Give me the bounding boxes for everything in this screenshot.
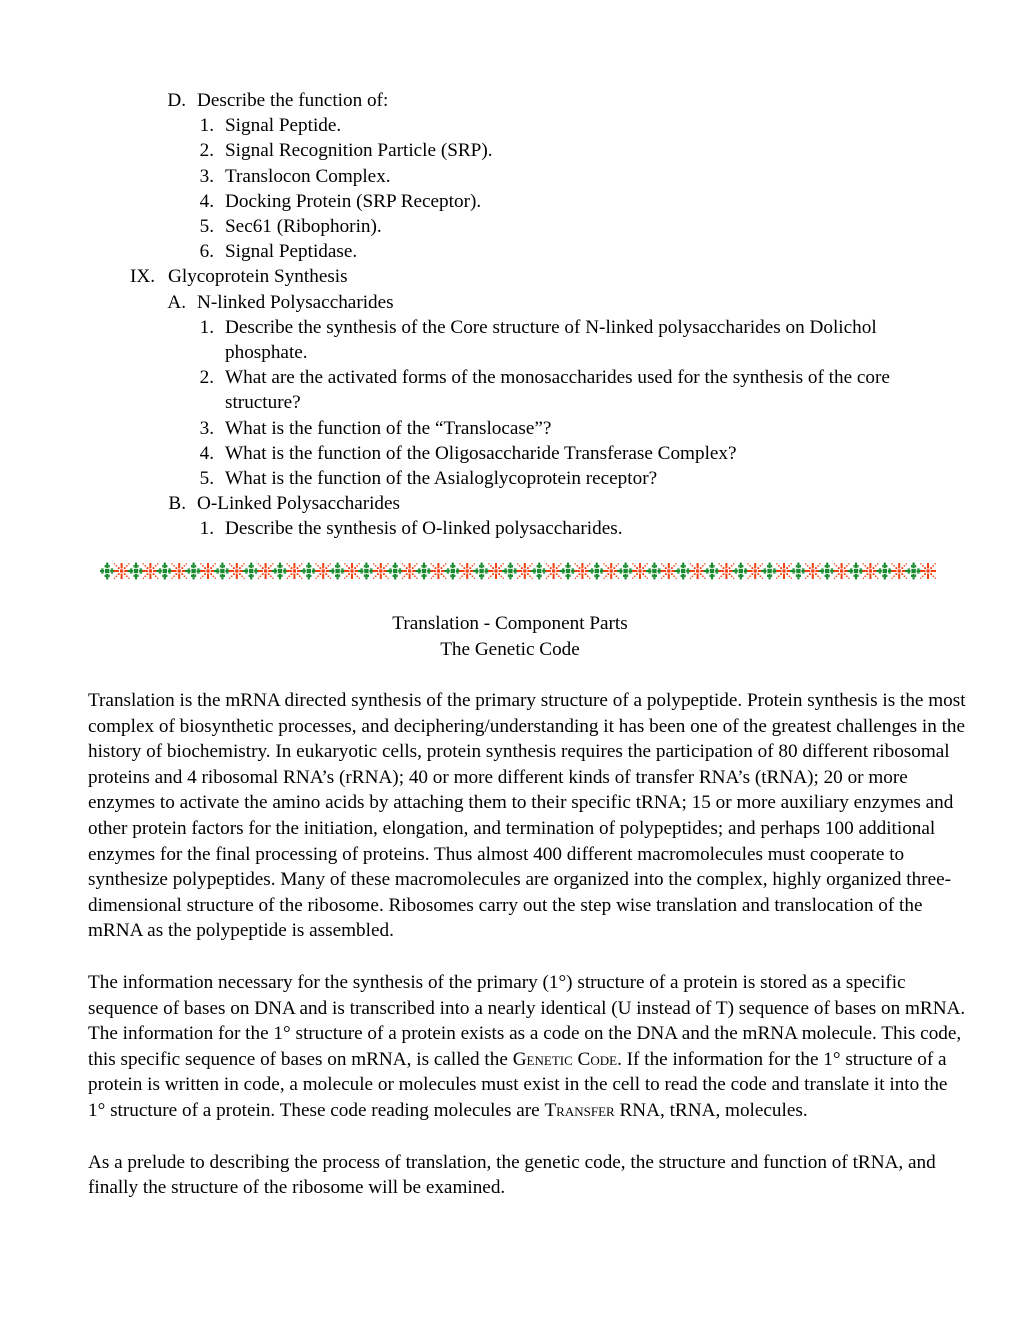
outline-item: [0, 264, 1020, 289]
outline-item: [0, 164, 1020, 189]
paragraph-3: As a prelude to describing the process of translation, the genetic code, the structure and function of tRNA, and finally the structure of the ribosome will be examined.: [88, 1151, 936, 1199]
outline-item-text: What are the activated forms of the monosaccharides used for the synthesis of the core structure?: [225, 367, 890, 414]
outline-item-marker: 3.: [199, 165, 214, 187]
title-line-1: Translation - Component Parts: [392, 613, 628, 634]
outline-list: [0, 88, 1020, 542]
outline-item-marker: IX.: [129, 266, 155, 288]
outline-item-marker: 6.: [199, 241, 214, 263]
outline-item-text: Describe the function of:: [197, 90, 389, 111]
outline-item-marker: 4.: [199, 442, 214, 464]
transfer-smallcaps: Transfer: [544, 1099, 615, 1121]
outline-item-text: Describe the synthesis of the Core structure of N-linked polysaccharides on Dolichol phosphate.: [225, 316, 877, 364]
outline-item: [0, 113, 1020, 138]
paragraph-2: [88, 970, 968, 1124]
genetic-code-smallcaps: Genetic Code: [512, 1048, 618, 1070]
outline-item-marker: 3.: [199, 417, 214, 439]
title-line-2: The Genetic Code: [440, 638, 580, 660]
outline-item-text: What is the function of the Oligosaccharide Transferase Complex?: [225, 442, 737, 464]
outline-item: [0, 315, 1020, 365]
outline-item: [0, 516, 1020, 541]
outline-item-text: Translocon Complex.: [225, 165, 391, 187]
outline-item: [0, 189, 1020, 214]
outline-item: [0, 466, 1020, 491]
body-text: [88, 688, 968, 1201]
outline-item-text: O-Linked Polysaccharides: [197, 493, 401, 515]
outline-item-text: Signal Recognition Particle (SRP).: [225, 140, 493, 162]
paragraph-2-segment-3: RNA, tRNA, molecules.: [614, 1099, 808, 1121]
outline-item-text: Docking Protein (SRP Receptor).: [225, 190, 482, 212]
outline-item-marker: 2.: [199, 140, 214, 162]
floral-border-icon: [100, 556, 936, 586]
outline-item: [0, 365, 1020, 415]
outline-item: [0, 290, 1020, 315]
outline-item-text: Glycoprotein Synthesis: [168, 266, 348, 288]
outline-item-marker: 1.: [199, 115, 214, 137]
outline-item-text: Sec61 (Ribophorin).: [225, 216, 382, 238]
outline-item-text: Signal Peptidase.: [225, 241, 358, 263]
outline-item-marker: B.: [168, 493, 186, 515]
outline-item: [0, 416, 1020, 441]
outline-item-marker: 4.: [199, 190, 214, 212]
outline-item-text: N-linked Polysaccharides: [197, 291, 394, 313]
decorative-divider: [100, 556, 936, 586]
outline-item: [0, 88, 1020, 113]
outline-item-marker: D.: [167, 90, 186, 111]
outline-item-text: What is the function of the Asialoglycoprotein receptor?: [225, 468, 658, 490]
outline-item: [0, 239, 1020, 264]
outline-item-marker: 1.: [199, 316, 214, 338]
outline-item-text: Signal Peptide.: [225, 115, 342, 137]
outline-item-marker: A.: [167, 291, 186, 313]
outline-item-marker: 5.: [199, 216, 214, 238]
outline-item: [0, 214, 1020, 239]
outline-item-text: What is the function of the “Translocase”?: [225, 417, 552, 439]
outline-item-marker: 1.: [199, 518, 214, 540]
outline-item-marker: 2.: [199, 367, 214, 389]
outline-item: [0, 138, 1020, 163]
paragraph-2-segment-1: The information necessary for the synthesis of the primary (1°) structure of a protein is stored as a specific sequence of bases on DNA and is transcribed into a nearly identical (U instead of T) sequence of bases on mRNA. The information for the 1° structure of a protein exists as a code on the DNA and the mRNA molecule. This code, this specific sequence of bases on mRNA, is called the: [88, 971, 966, 1070]
paragraph-2-segment-2: . If the information for the 1° structure of a protein is written in code, a molecule or molecules must exist in the cell to read the code and translate it into the 1° structure of a protein. These code reading molecules are: [88, 1048, 948, 1121]
outline-item-marker: 5.: [199, 468, 214, 490]
section-title: [0, 611, 1020, 662]
outline-item: [0, 491, 1020, 516]
outline-item: [0, 441, 1020, 466]
outline-item-text: Describe the synthesis of O-linked polysaccharides.: [225, 518, 623, 540]
paragraph-1: Translation is the mRNA directed synthesis of the primary structure of a polypeptide. Protein synthesis is the most complex of biosynthetic processes, and deciphering/understanding it has been one of the greatest challenges in the history of biochemistry. In eukaryotic cells, protein synthesis requires the participation of 80 different ribosomal proteins and 4 ribosomal RNA’s (rRNA); 40 or more different kinds of transfer RNA’s (tRNA); 20 or more enzymes to activate the amino acids by attaching them to their specific tRNA; 15 or more auxiliary enzymes and other protein factors for the initiation, elongation, and termination of polypeptides; and perhaps 100 additional enzymes for the final processing of proteins. Thus almost 400 different macromolecules must cooperate to synthesize polypeptides. Many of these macromolecules are organized into the complex, highly organized three-dimensional structure of the ribosome. Ribosomes carry out the step wise translation and translocation of the mRNA as the polypeptide is assembled.: [88, 690, 966, 942]
